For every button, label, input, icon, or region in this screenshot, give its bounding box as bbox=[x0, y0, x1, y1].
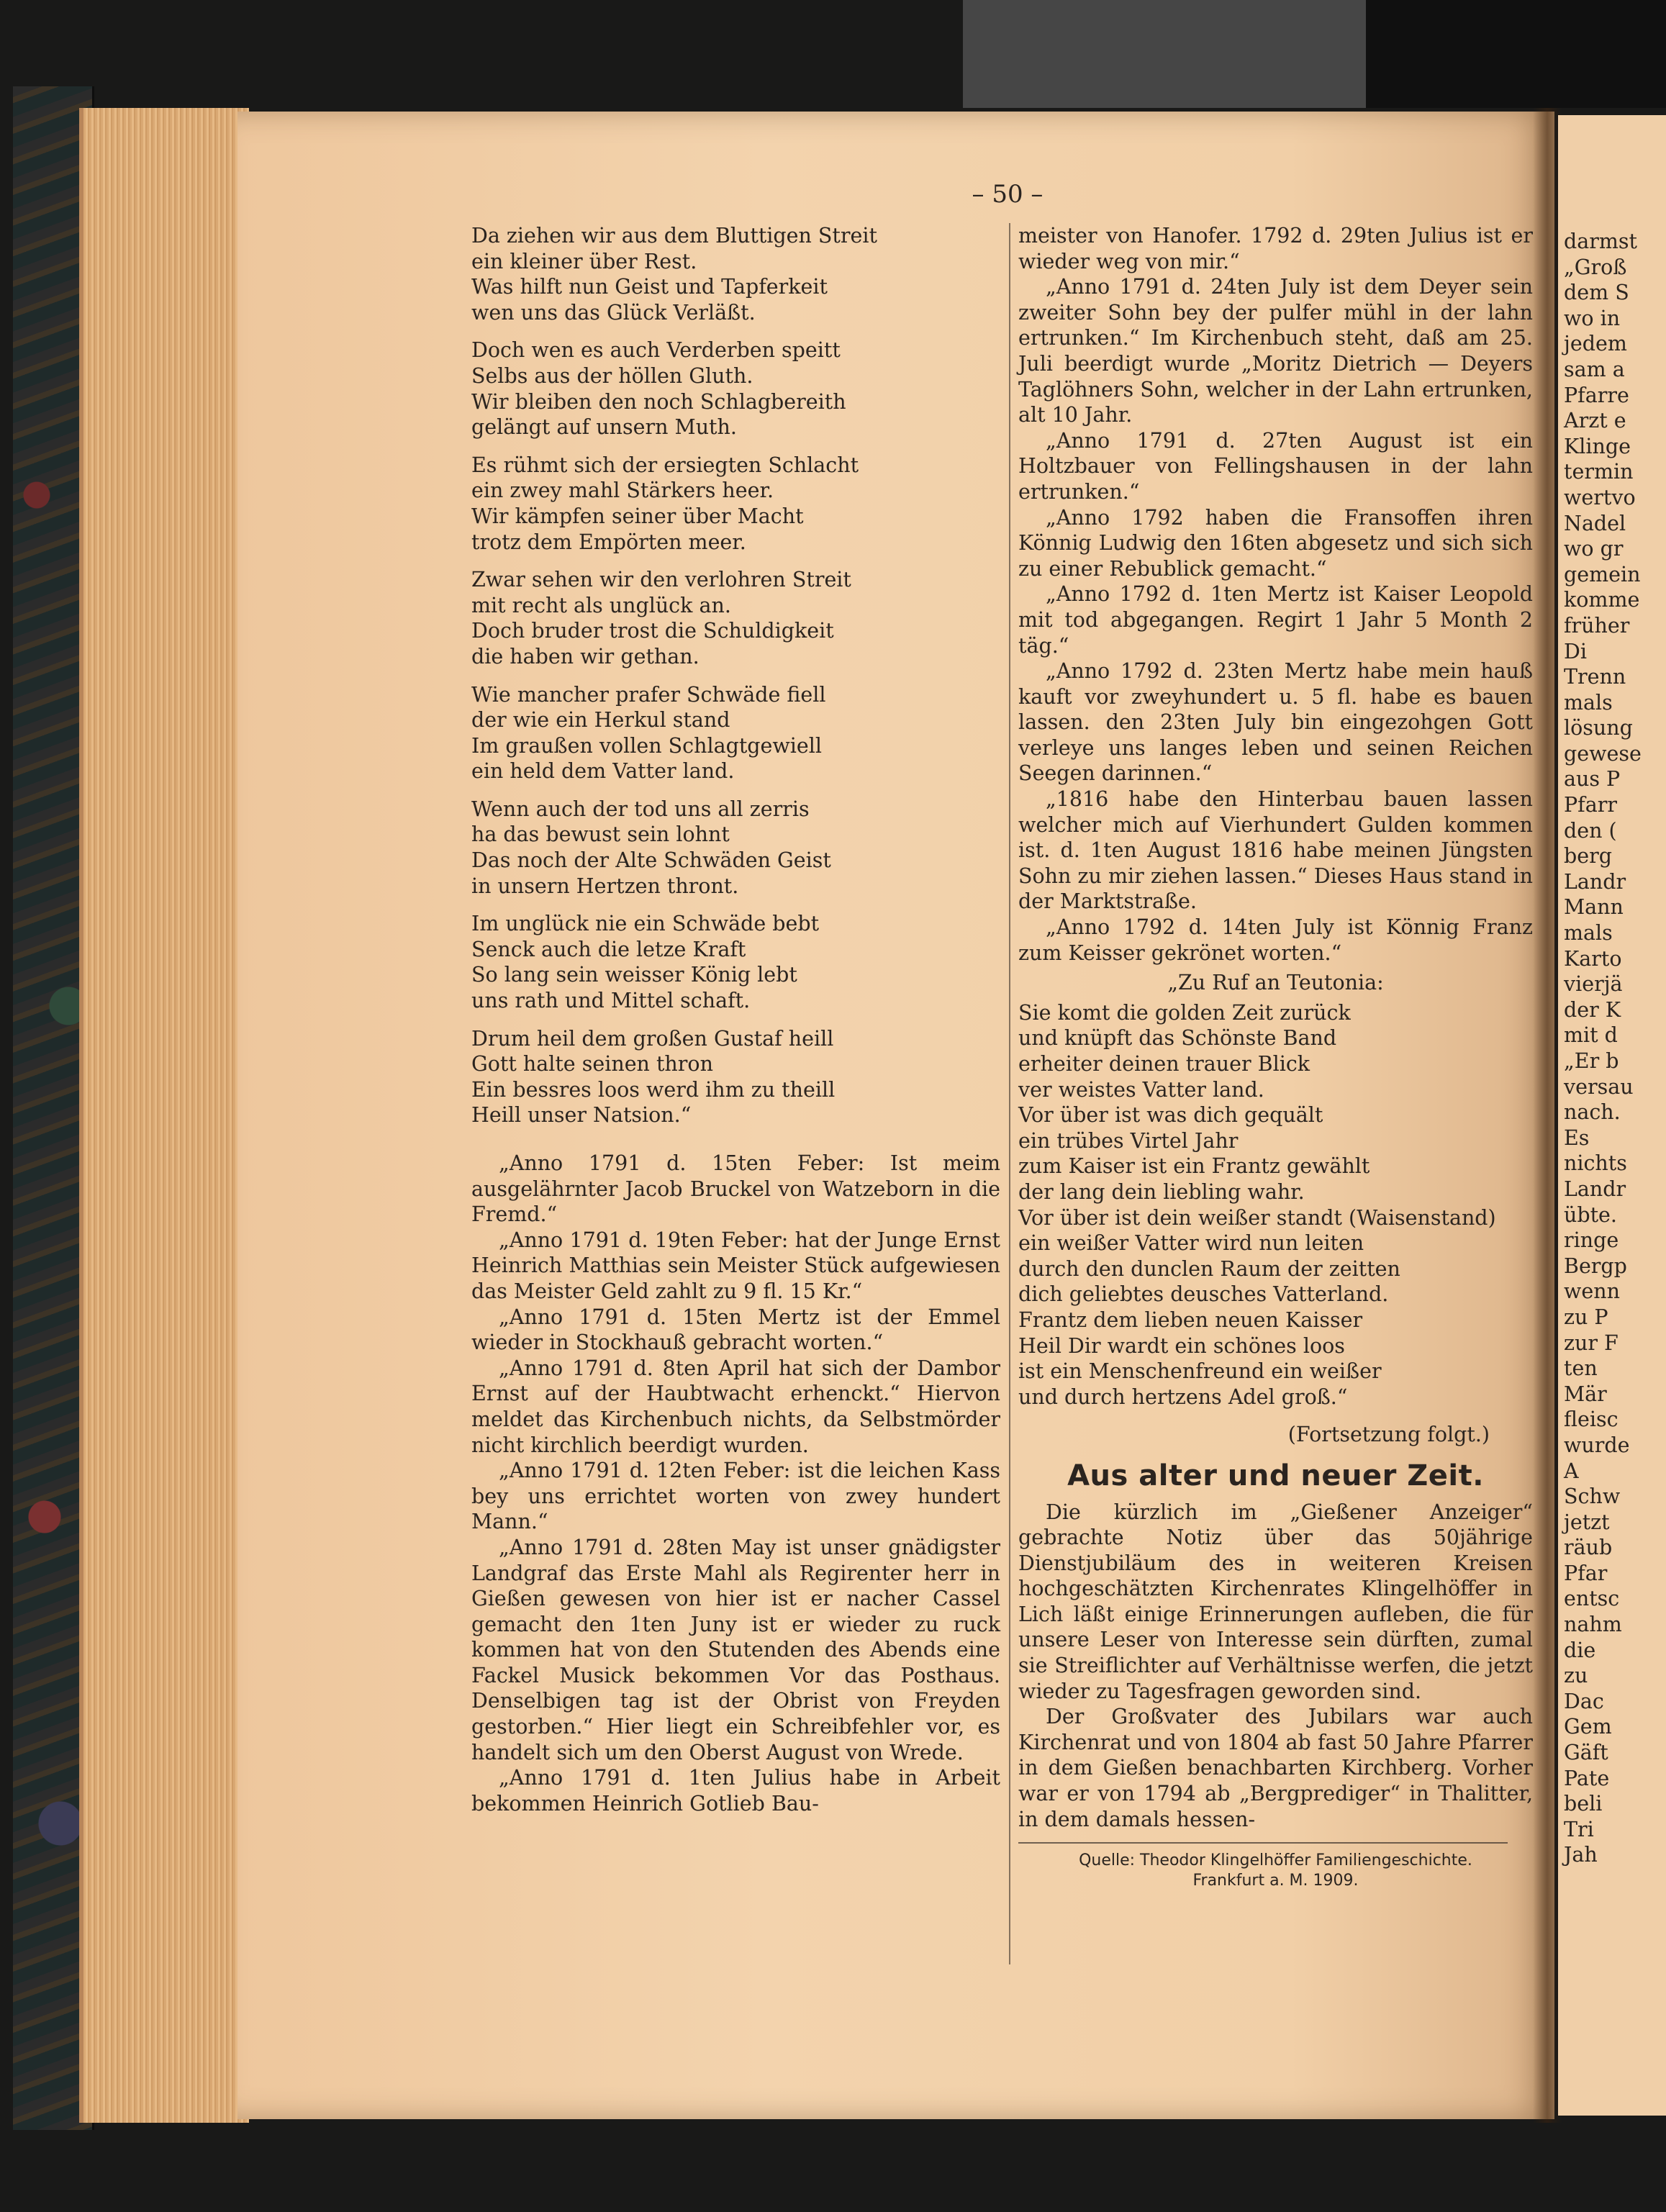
facing-page-line: der K bbox=[1564, 997, 1621, 1022]
facing-page-line: Pfarr bbox=[1564, 793, 1617, 817]
verse-line: zum Kaiser ist ein Frantz gewählt bbox=[1018, 1154, 1370, 1179]
chronicle-entry: „Anno 1791 d. 15ten Mertz ist der Emmel wieder in Stockhauß gebracht worten.“ bbox=[471, 1305, 1000, 1355]
verse-line: der wie ein Herkul stand bbox=[471, 708, 730, 733]
verse-line: ein kleiner über Rest. bbox=[471, 249, 697, 273]
facing-page-line: räub bbox=[1564, 1536, 1613, 1560]
facing-page-line: wenn bbox=[1564, 1279, 1620, 1304]
chronicle-entry: „Anno 1791 d. 19ten Feber: hat der Junge Ernst Heinrich Matthias sein Meister Stück aufgewiesen das Meister Geld zahlt zu 9 fl. 15 Kr.“ bbox=[471, 1228, 1000, 1303]
stanza bbox=[471, 567, 1000, 669]
facing-page-line: Nadel bbox=[1564, 511, 1626, 535]
facing-page-line: jedem bbox=[1564, 332, 1627, 356]
facing-page-line: Trenn bbox=[1564, 665, 1626, 689]
facing-page-text bbox=[1564, 229, 1665, 1868]
chronicle-entries-continued bbox=[1018, 223, 1533, 966]
facing-page-line: dem S bbox=[1564, 281, 1629, 305]
chronicle-entry: „Anno 1792 d. 23ten Mertz habe mein hauß kauft vor zweyhundert u. 5 fl. habe es bauen lassen. den 23ten July bin eingezohgen Gott verleye uns langes leben und seinen Reichen Seegen darinnen.“ bbox=[1018, 659, 1533, 786]
facing-page-line: versau bbox=[1564, 1074, 1634, 1099]
facing-page-line: Pate bbox=[1564, 1766, 1610, 1790]
verse-line: ist ein Menschenfreund ein weißer bbox=[1018, 1359, 1382, 1384]
verse-line: trotz dem Empörten meer. bbox=[471, 530, 746, 554]
facing-page-line: Mär bbox=[1564, 1382, 1607, 1406]
verse-line: durch den dunclen Raum der zeitten bbox=[1018, 1256, 1400, 1281]
facing-page-line: „Er b bbox=[1564, 1049, 1619, 1073]
facing-page-line: wurde bbox=[1564, 1433, 1630, 1457]
source-line-2: Frankfurt a. M. 1909. bbox=[1192, 1872, 1359, 1890]
footnote-rule bbox=[1018, 1842, 1508, 1844]
verse-line: Es rühmt sich der ersiegten Schlacht bbox=[471, 453, 859, 477]
facing-page-line: Arzt e bbox=[1564, 409, 1626, 433]
background-card bbox=[963, 0, 1366, 108]
section-heading: Aus alter und neuer Zeit. bbox=[1067, 1459, 1484, 1492]
facing-page-line: übte. bbox=[1564, 1202, 1617, 1227]
facing-page-line: gewese bbox=[1564, 741, 1642, 766]
facing-page-line: sam a bbox=[1564, 357, 1625, 381]
facing-page-line: entsc bbox=[1564, 1587, 1620, 1611]
facing-page-line: Bergp bbox=[1564, 1254, 1627, 1278]
facing-page-line: den ( bbox=[1564, 818, 1617, 843]
stanza bbox=[471, 682, 1000, 784]
facing-page-line: Di bbox=[1564, 639, 1587, 663]
facing-page-line: Landr bbox=[1564, 1177, 1626, 1201]
verse-line: Heill unser Natsion.“ bbox=[471, 1103, 692, 1128]
facing-page-line: ten bbox=[1564, 1356, 1598, 1381]
facing-page-line: Gäft bbox=[1564, 1741, 1608, 1765]
verse-line: Vor über ist dein weißer standt (Waisenstand) bbox=[1018, 1205, 1496, 1230]
verse-line: Im graußen vollen Schlagtgewiell bbox=[471, 733, 823, 758]
facing-page-line: aus P bbox=[1564, 767, 1621, 792]
verse-line: Frantz dem lieben neuen Kaisser bbox=[1018, 1307, 1363, 1332]
verse-line: Da ziehen wir aus dem Bluttigen Streit bbox=[471, 224, 877, 248]
facing-page-line: Schw bbox=[1564, 1485, 1621, 1509]
verse-line: Wir bleiben den noch Schlagbereith bbox=[471, 389, 846, 414]
chronicle-entry: „Anno 1791 d. 28ten May ist unser gnädigster Landgraf das Erste Mahl als Regirenter herr in Gießen gewesen von hier ist er nacher Cassel gemacht den 1ten Juny ist er wieder zu ruck kommen hat von den Stutenden des Abends eine Fackel Musick bekommen Vor das Posthaus. Denselbigen tag ist der Obrist von Freyden gestorben.“ Hier liegt ein Schreibfehler vor, es handelt sich um den Oberst August von Wrede. bbox=[471, 1535, 1000, 1764]
verse-line: Zwar sehen wir den verlohren Streit bbox=[471, 568, 851, 592]
stanza bbox=[471, 337, 1000, 440]
facing-page-line: Mann bbox=[1564, 895, 1624, 920]
stanza bbox=[471, 453, 1000, 555]
facing-page-line: Gem bbox=[1564, 1715, 1612, 1739]
facing-page-line: termin bbox=[1564, 460, 1634, 484]
verse-line: in unsern Hertzen thront. bbox=[471, 874, 739, 898]
facing-page-line: komme bbox=[1564, 588, 1640, 612]
facing-page-line: mals bbox=[1564, 690, 1613, 715]
verse-line: und knüpft das Schönste Band bbox=[1018, 1026, 1337, 1051]
facing-page-line: Jah bbox=[1564, 1843, 1598, 1867]
facing-page-line: Dac bbox=[1564, 1689, 1604, 1713]
chronicle-entry: „Anno 1791 d. 12ten Feber: ist die leichen Kass bey uns errichtet worten von zwey hundert Mann.“ bbox=[471, 1459, 1000, 1534]
book-gutter bbox=[1533, 108, 1562, 2123]
stanza bbox=[471, 223, 1000, 325]
verse-line: Heil Dir wardt ein schönes loos bbox=[1018, 1333, 1345, 1358]
verse-line: Das noch der Alte Schwäden Geist bbox=[471, 848, 831, 873]
verse-line: ver weistes Vatter land. bbox=[1018, 1077, 1264, 1102]
facing-page-line: früher bbox=[1564, 613, 1630, 638]
facing-page-line: jetzt bbox=[1564, 1510, 1610, 1534]
teutonia-poem bbox=[1018, 1000, 1533, 1410]
chronicle-entries bbox=[471, 1151, 1000, 1816]
facing-page-line: nach. bbox=[1564, 1100, 1621, 1125]
verse-line: und durch hertzens Adel groß.“ bbox=[1018, 1384, 1348, 1409]
facing-page-line: Landr bbox=[1564, 869, 1626, 894]
facing-page-line: gemein bbox=[1564, 562, 1641, 586]
facing-page-line: fleisc bbox=[1564, 1408, 1619, 1432]
facing-page-line: ringe bbox=[1564, 1228, 1619, 1253]
page-edges bbox=[79, 108, 249, 2123]
source-line-1: Quelle: Theodor Klingelhöffer Familiengeschichte. bbox=[1079, 1851, 1472, 1870]
verse-line: ein zwey mahl Stärkers heer. bbox=[471, 479, 774, 503]
facing-page-line: wo in bbox=[1564, 306, 1621, 330]
facing-page-line: die bbox=[1564, 1638, 1596, 1662]
facing-page-line: vierjä bbox=[1564, 972, 1623, 997]
continued-note: (Fortsetzung folgt.) bbox=[1287, 1423, 1490, 1447]
verse-line: Senck auch die letze Kraft bbox=[471, 937, 746, 961]
verse-line: Was hilft nun Geist und Tapferkeit bbox=[471, 275, 828, 299]
facing-page-line: berg bbox=[1564, 844, 1612, 869]
verse-line: Wie mancher prafer Schwäde fiell bbox=[471, 682, 826, 707]
facing-page-line: lösung bbox=[1564, 716, 1633, 740]
facing-page-line: zu P bbox=[1564, 1305, 1608, 1329]
facing-page-line: wertvo bbox=[1564, 485, 1636, 509]
facing-page-line: Pfar bbox=[1564, 1561, 1608, 1585]
verse-line: der lang dein liebling wahr. bbox=[1018, 1179, 1305, 1204]
facing-page-line: A bbox=[1564, 1459, 1579, 1483]
section-paragraph: Der Großvater des Jubilars war auch Kirchenrat und von 1804 ab fast 50 Jahre Pfarrer in dem Gießen benachbarten Kirchberg. Vorher war er von 1794 ab „Bergprediger“ in Thalitter, in dem damals hessen- bbox=[1018, 1705, 1533, 1831]
verse-line: uns rath und Mittel schaft. bbox=[471, 989, 751, 1013]
verse-line: So lang sein weisser König lebt bbox=[471, 963, 797, 987]
chronicle-entry: „Anno 1792 haben die Fransoffen ihren Könnig Ludwig den 16ten abgesetz und sich sich zu einer Rebublick gemacht.“ bbox=[1018, 505, 1533, 581]
verse-line: Doch wen es auch Verderben speitt bbox=[471, 338, 841, 363]
chronicle-entry: „Anno 1791 d. 1ten Julius habe in Arbeit bekommen Heinrich Gotlieb Bau- bbox=[471, 1766, 1000, 1816]
facing-page-line: zu bbox=[1564, 1664, 1588, 1688]
facing-page-line: Es bbox=[1564, 1125, 1590, 1150]
facing-page-line: zur F bbox=[1564, 1331, 1619, 1355]
background-strip bbox=[1366, 0, 1666, 108]
verse-line: Sie komt die golden Zeit zurück bbox=[1018, 1000, 1351, 1025]
chronicle-entry: „Anno 1792 d. 1ten Mertz ist Kaiser Leopold mit tod abgegangen. Regirt 1 Jahr 5 Month 2 täg.“ bbox=[1018, 582, 1533, 658]
verse-line: Wir kämpfen seiner über Macht bbox=[471, 504, 804, 528]
verse-line: Ein bessres loos werd ihm zu theill bbox=[471, 1077, 836, 1102]
verse-line: Doch bruder trost die Schuldigkeit bbox=[471, 619, 834, 643]
verse-line: Vor über ist was dich gequält bbox=[1018, 1103, 1323, 1128]
facing-page-line: mals bbox=[1564, 921, 1613, 946]
chronicle-entry: „Anno 1792 d. 14ten July ist Könnig Franz zum Keisser gekrönet worten.“ bbox=[1018, 915, 1533, 965]
left-column bbox=[471, 223, 1000, 1816]
verse-line: ein trübes Virtel Jahr bbox=[1018, 1128, 1239, 1153]
middle-column bbox=[1018, 223, 1533, 1891]
stanza bbox=[471, 797, 1000, 899]
verse-line: wen uns das Glück Verläßt. bbox=[471, 300, 756, 325]
verse-line: Wenn auch der tod uns all zerris bbox=[471, 797, 810, 821]
facing-page-line: wo gr bbox=[1564, 537, 1624, 561]
facing-page-line: beli bbox=[1564, 1792, 1603, 1816]
verse-line: ein held dem Vatter land. bbox=[471, 759, 735, 784]
chronicle-entry: „Anno 1791 d. 27ten August ist ein Holtzbauer von Fellingshausen in der lahn ertrunken.“ bbox=[1018, 428, 1533, 504]
stanza bbox=[471, 1026, 1000, 1128]
verse-line: ein weißer Vatter wird nun leiten bbox=[1018, 1231, 1364, 1256]
poem-stanzas bbox=[471, 223, 1000, 1128]
chronicle-entry: „1816 habe den Hinterbau bauen lassen welcher mich auf Vierhundert Gulden kommen ist. d. 1ten August 1816 habe meinen Jüngsten Sohn zu mir ziehen lassen.“ Dieses Haus stand in der Marktstraße. bbox=[1018, 787, 1533, 914]
section-paragraph: Die kürzlich im „Gießener Anzeiger“ gebrachte Notiz über das 50jährige Dienstjubiläum des in weiteren Kreisen hochgeschätzten Kirchenrates Klingelhöffer in Lich läßt einige Erinnerungen aufleben, die für unsere Leser von Interesse sein dürften, zumal sie Streiflichter auf Verhältnisse werfen, die jetzt wieder zu Tagesfragen geworden sind. bbox=[1018, 1500, 1533, 1703]
chronicle-entry: „Anno 1791 d. 8ten April hat sich der Dambor Ernst auf der Haubtwacht erhenckt.“ Hiervon meldet das Kirchenbuch nichts, da Selbstmörder nicht kirchlich beerdigt wurden. bbox=[471, 1356, 1000, 1457]
page-number: – 50 – bbox=[972, 180, 1043, 209]
verse-line: Drum heil dem großen Gustaf heill bbox=[471, 1026, 834, 1051]
facing-page-line: darmst bbox=[1564, 230, 1637, 253]
verse-line: die haben wir gethan. bbox=[471, 644, 700, 668]
verse-line: Selbs aus der höllen Gluth. bbox=[471, 363, 753, 388]
verse-line: erheiter deinen trauer Blick bbox=[1018, 1052, 1310, 1076]
poem-title: „Zu Ruf an Teutonia: bbox=[1167, 971, 1384, 995]
verse-line: Gott halte seinen thron bbox=[471, 1052, 713, 1076]
facing-page-line: „Groß bbox=[1564, 255, 1627, 279]
facing-page-line: Tri bbox=[1564, 1817, 1594, 1841]
facing-page-line: mit d bbox=[1564, 1023, 1618, 1048]
column-rule bbox=[1009, 223, 1010, 1964]
verse-line: mit recht als unglück an. bbox=[471, 593, 731, 617]
verse-line: gelängt auf unsern Muth. bbox=[471, 415, 737, 440]
verse-line: ha das bewust sein lohnt bbox=[471, 822, 730, 847]
facing-page-line: nahm bbox=[1564, 1613, 1622, 1637]
chronicle-entry: „Anno 1791 d. 24ten July ist dem Deyer sein zweiter Sohn bey der pulfer mühl in der lahn ertrunken.“ Im Kirchenbuch steht, daß am 25. Juli beerdigt wurde „Moritz Dietrich — Deyers Taglöhners Sohn, welcher in der Lahn ertrunken, alt 10 Jahr. bbox=[1018, 275, 1533, 427]
stanza bbox=[471, 911, 1000, 1013]
chronicle-entry: meister von Hanofer. 1792 d. 29ten Julius ist er wieder weg von mir.“ bbox=[1018, 224, 1533, 273]
facing-page-line: Karto bbox=[1564, 946, 1622, 971]
facing-page-line: Pfarre bbox=[1564, 383, 1629, 407]
section-body bbox=[1018, 1500, 1533, 1833]
facing-page-line: Klinge bbox=[1564, 434, 1631, 458]
chronicle-entry: „Anno 1791 d. 15ten Feber: Ist meim ausgelährnter Jacob Bruckel von Watzeborn in die Fremd.“ bbox=[471, 1151, 1000, 1227]
facing-page-line: nichts bbox=[1564, 1151, 1627, 1176]
poem-body bbox=[1018, 1000, 1533, 1410]
verse-line: Im unglück nie ein Schwäde bebt bbox=[471, 912, 820, 936]
verse-line: dich geliebtes deusches Vatterland. bbox=[1018, 1282, 1389, 1307]
